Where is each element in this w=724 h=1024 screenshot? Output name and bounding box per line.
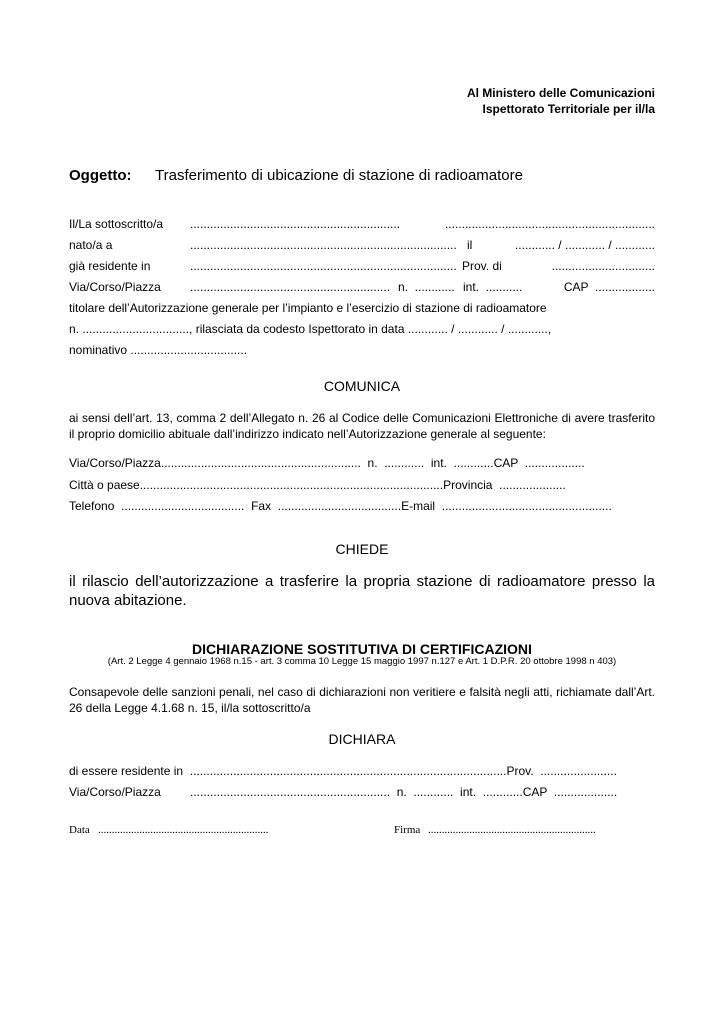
current-street-label: Via/Corso/Piazza — [69, 785, 161, 799]
former-residence-label: già residente in — [69, 259, 151, 273]
comunica-heading: COMUNICA — [323, 378, 401, 394]
chiede-paragraph: il rilascio dell’autorizzazione a trasferire la propria stazione di radioamatore presso la nuova abitazione. — [69, 573, 655, 609]
signature-field[interactable]: ............................................................. — [428, 824, 596, 836]
current-street-field[interactable]: ............................................................ n. ............ int. ............CAP ................... — [190, 785, 618, 799]
applicant-name-field[interactable]: ............................................................... — [190, 217, 401, 231]
contact-line[interactable]: Telefono ..................................... Fax .....................................E-mail ................................................... — [69, 499, 612, 513]
former-residence-field[interactable]: ................................................................................ — [190, 259, 457, 273]
comunica-paragraph: ai sensi dell’art. 13, comma 2 dell’Allegato n. 26 al Codice delle Comunicazioni Elettroniche di avere trasferito il proprio domicilio abituale dall’indirizzo indicato nell’Autorizzazione generale al seguente: — [69, 411, 655, 441]
former-street-field[interactable]: ............................................................ — [190, 280, 391, 294]
birthdate-label: il — [467, 238, 473, 252]
date-field[interactable]: .............................................................. — [98, 824, 269, 836]
former-prov-field[interactable]: ............................... — [551, 259, 655, 273]
recipient-line-1: Al Ministero delle Comunicazioni — [466, 86, 655, 100]
subject-text: Trasferimento di ubicazione di stazione di radioamatore — [155, 167, 523, 184]
former-internal-field[interactable]: int. ........... — [463, 280, 523, 294]
birthplace-field[interactable]: ................................................................................ — [190, 238, 457, 252]
declaration-title: DICHIARAZIONE SOSTITUTIVA DI CERTIFICAZIONI — [192, 641, 532, 657]
current-residence-line[interactable]: di essere residente in ...............................................................................................Prov. ....................... — [69, 764, 617, 778]
declaration-subtitle: (Art. 2 Legge 4 gennaio 1968 n.15 - art. 3 comma 10 Legge 15 maggio 1997 n.127 e Art. 1 D.P.R. 20 ottobre 1998 n 403) — [107, 656, 617, 667]
signature-label: Firma — [394, 824, 421, 836]
recipient-line-2: Ispettorato Territoriale per il/la — [482, 102, 655, 116]
birthplace-label: nato/a a — [69, 238, 113, 252]
new-address-street-line[interactable]: Via/Corso/Piazza............................................................ n. ............ int. ............CAP .................. — [69, 456, 585, 470]
subject-label: Oggetto: — [69, 167, 132, 184]
former-prov-label: Prov. di — [462, 259, 502, 273]
former-cap-field[interactable]: CAP .................. — [563, 280, 655, 294]
chiede-heading: CHIEDE — [335, 541, 389, 557]
new-address-city-line[interactable]: Città o paese...........................................................................................Provincia .................... — [69, 478, 566, 492]
former-street-label: Via/Corso/Piazza — [69, 280, 161, 294]
applicant-surname-field[interactable]: ............................................................... — [444, 217, 655, 231]
callsign-line[interactable]: nominativo ................................... — [69, 343, 248, 357]
authorization-holder-text: titolare dell’Autorizzazione generale per l’impianto e l’esercizio di stazione di radioamatore — [69, 301, 547, 315]
former-number-field[interactable]: n. ............ — [398, 280, 455, 294]
declaration-paragraph: Consapevole delle sanzioni penali, nel caso di dichiarazioni non veritiere e falsità negli atti, richiamate dall’Art. 26 della Legge 4.1.68 n. 15, il/la sottoscritto/a — [69, 685, 655, 715]
dichiara-heading: DICHIARA — [328, 731, 396, 747]
applicant-name-label: Il/La sottoscritto/a — [69, 217, 164, 231]
birthdate-field[interactable]: ............ / ............ / ............ — [514, 238, 655, 252]
date-label: Data — [69, 824, 90, 836]
authorization-number-line[interactable]: n. ................................, rilasciata da codesto Ispettorato in data ............ / ............ / ............, — [69, 322, 552, 336]
